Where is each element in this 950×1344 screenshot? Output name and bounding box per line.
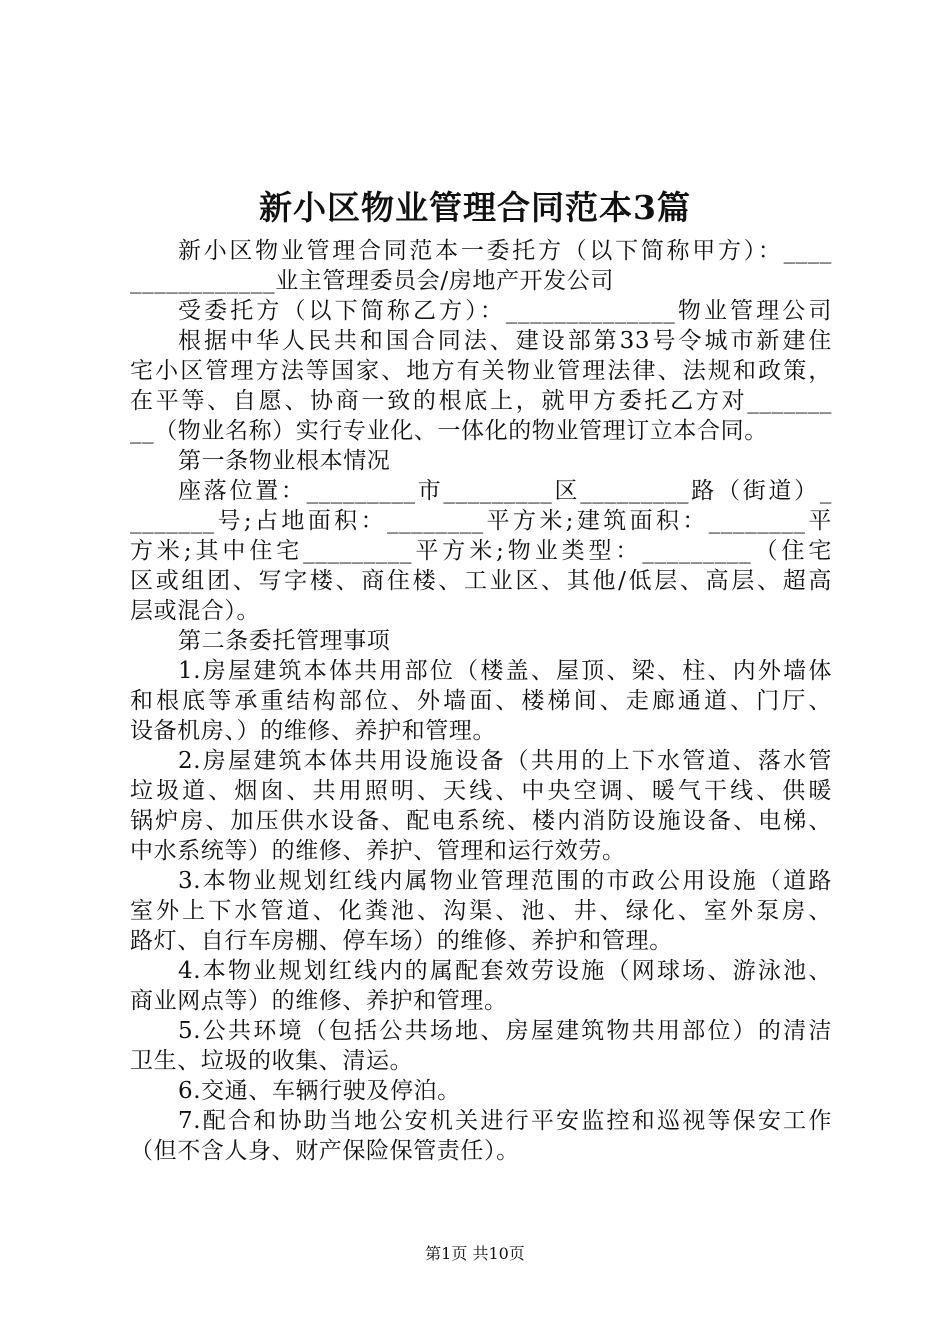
document-body — [130, 236, 832, 1166]
paragraph-line: 垃圾道、烟囱、共用照明、天线、中央空调、暖气干线、供暖 — [130, 778, 832, 804]
paragraph-line: 根据中华人民共和国合同法、建设部第33号令城市新建住 — [178, 328, 832, 354]
paragraph-line: 设备机房、）的维修、养护和管理。 — [130, 718, 497, 744]
paragraph-line: 区或组团、写字楼、商住楼、工业区、其他/低层、高层、超高 — [130, 568, 832, 594]
paragraph-line: 中水系统等）的维修、养护、管理和运行效劳。 — [130, 838, 626, 864]
paragraph-line: 3.本物业规划红线内属物业管理范围的市政公用设施（道路 — [178, 868, 832, 894]
paragraph-line: 6.交通、车辆行驶及停泊。 — [178, 1078, 461, 1104]
paragraph-line: __（物业名称）实行专业化、一体化的物业管理订立本合同。 — [130, 418, 768, 444]
section-heading: 第一条物业根本情况 — [178, 448, 391, 474]
paragraph-line: 2.房屋建筑本体共用设施设备（共用的上下水管道、落水管 — [178, 748, 832, 774]
paragraph-line: 商业网点等）的维修、养护和管理。 — [130, 988, 508, 1014]
paragraph-line: 在平等、自愿、协商一致的根底上，就甲方委托乙方对_______ — [130, 388, 832, 414]
paragraph-line: 受委托方（以下简称乙方）：______________物业管理公司 — [178, 298, 832, 324]
paragraph-line: 座落位置：_________市_________区_________路（街道）_ — [178, 478, 832, 504]
paragraph-line: （但不含人身、财产保险保管责任）。 — [130, 1138, 520, 1164]
paragraph-line: 卫生、垃圾的收集、清运。 — [130, 1048, 414, 1074]
section-heading: 第二条委托管理事项 — [178, 628, 391, 654]
paragraph-line: ____________业主管理委员会/房地产开发公司 — [130, 268, 614, 294]
paragraph-line: 宅小区管理方法等国家、地方有关物业管理法律、法规和政策， — [130, 358, 832, 384]
paragraph-line: 锅炉房、加压供水设备、配电系统、楼内消防设施设备、电梯、 — [130, 808, 832, 834]
paragraph-line: _______号;占地面积：________平方米;建筑面积：________平 — [130, 508, 832, 534]
paragraph-line: 5.公共环境（包括公共场地、房屋建筑物共用部位）的清洁 — [178, 1018, 832, 1044]
paragraph-line: 7.配合和协助当地公安机关进行平安监控和巡视等保安工作 — [178, 1108, 832, 1134]
paragraph-line: 新小区物业管理合同范本一委托方（以下简称甲方）：____ — [178, 238, 832, 264]
page-number: 第1页 共10页 — [425, 1244, 525, 1263]
paragraph-line: 和根底等承重结构部位、外墙面、楼梯间、走廊通道、门厅、 — [130, 688, 832, 714]
paragraph-line: 路灯、自行车房棚、停车场）的维修、养护和管理。 — [130, 928, 673, 954]
paragraph-line: 层或混合）。 — [130, 598, 261, 624]
document-title: 新小区物业管理合同范本3篇 — [259, 188, 691, 227]
paragraph-line: 室外上下水管道、化粪池、沟渠、池、井、绿化、室外泵房、 — [130, 898, 832, 924]
paragraph-line: 1.房屋建筑本体共用部位（楼盖、屋顶、梁、柱、内外墙体 — [178, 658, 832, 684]
paragraph-line: 方米;其中住宅_________平方米;物业类型：_________（住宅 — [130, 538, 832, 564]
paragraph-line: 4.本物业规划红线内的属配套效劳设施（网球场、游泳池、 — [178, 958, 832, 984]
